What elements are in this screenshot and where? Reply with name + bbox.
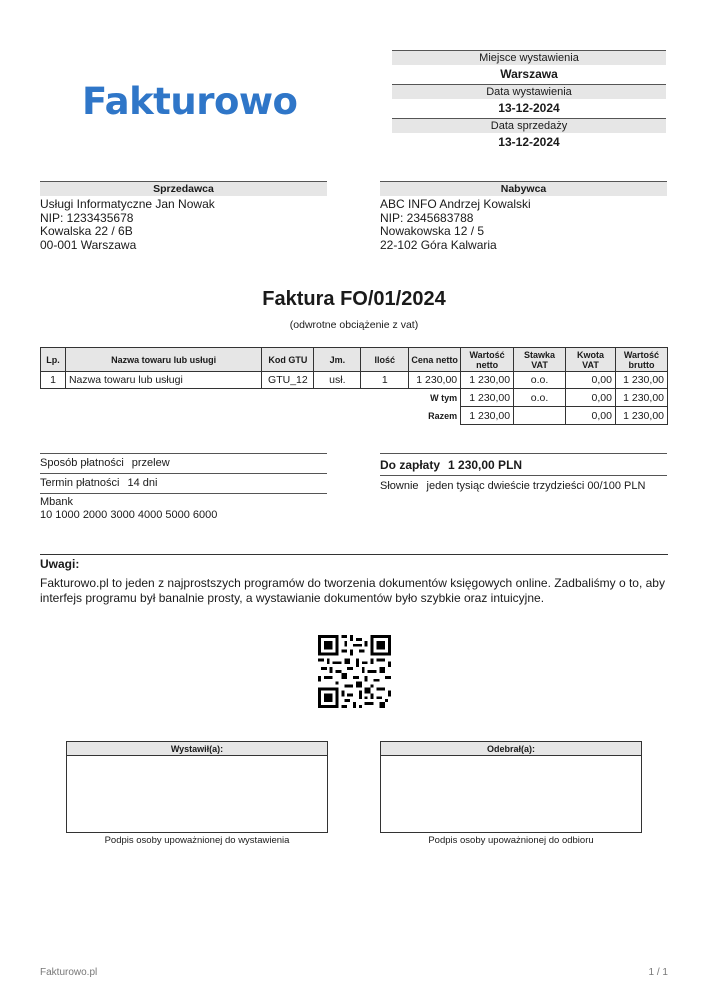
- buyer-city: 22-102 Góra Kalwaria: [380, 238, 497, 253]
- subtotal-vat: 0,00: [566, 389, 616, 407]
- buyer-name: ABC INFO Andrzej Kowalski: [380, 197, 531, 211]
- col-net-value: Wartość netto: [461, 348, 514, 372]
- cell-gross-value: 1 230,00: [615, 372, 667, 389]
- issuer-caption: Podpis osoby upoważnionej do wystawienia: [104, 835, 290, 846]
- notes-text: Fakturowo.pl to jeden z najprostszych programów do tworzenia dokumentów księgowych online. Zadbaliśmy o to, aby interfejs programu był banalnie prosty, a wystawianie dokumentów było szybkie oraz intuicyjne.: [40, 576, 665, 605]
- receiver-signature-box: [380, 756, 642, 833]
- amount-due-value: 1 230,00 PLN: [448, 458, 523, 472]
- table-header-row: [41, 348, 668, 372]
- payment-term-value: 14 dni: [127, 477, 158, 489]
- bank-name: Mbank: [40, 496, 74, 508]
- amount-due-label: Do zapłaty: [380, 458, 441, 472]
- amount-due-row: [380, 453, 667, 475]
- issue-date-value: 13-12-2024: [498, 101, 560, 115]
- seller-name: Usługi Informatyczne Jan Nowak: [40, 197, 215, 211]
- cell-net-price: 1 230,00: [409, 372, 461, 389]
- qr-code-icon: [318, 635, 391, 708]
- cell-net-value: 1 230,00: [461, 372, 514, 389]
- page-number: 1 / 1: [648, 967, 668, 978]
- bank-account: 10 1000 2000 3000 4000 5000 6000: [40, 509, 218, 521]
- cell-lp: 1: [41, 372, 66, 389]
- col-vat-amount: Kwota VAT: [566, 348, 616, 372]
- notes-divider: [40, 554, 668, 555]
- seller-street: Kowalska 22 / 6B: [40, 224, 133, 239]
- invoice-title: Faktura FO/01/2024: [262, 288, 446, 310]
- payment-details: [40, 453, 327, 522]
- col-gtu: Kod GTU: [262, 348, 314, 372]
- place-value: Warszawa: [500, 67, 558, 81]
- total-gross: 1 230,00: [615, 407, 667, 425]
- seller-nip: NIP: 1233435678: [40, 210, 134, 225]
- amount-words-label: Słownie: [380, 480, 419, 492]
- invoice-meta: [392, 50, 666, 152]
- cell-vat-rate: o.o.: [514, 372, 566, 389]
- footer-site: Fakturowo.pl: [40, 967, 98, 978]
- total-row: [41, 407, 668, 425]
- cell-name: Nazwa towaru lub usługi: [65, 372, 261, 389]
- receiver-caption: Podpis osoby upoważnionej do odbioru: [428, 835, 594, 846]
- buyer-street: Nowakowska 12 / 5: [380, 224, 485, 239]
- col-qty: Ilość: [361, 348, 409, 372]
- total-net: 1 230,00: [461, 407, 514, 425]
- cell-unit: usł.: [314, 372, 361, 389]
- sale-date-label: Data sprzedaży: [392, 118, 666, 133]
- col-unit: Jm.: [314, 348, 361, 372]
- sale-date-value: 13-12-2024: [498, 135, 560, 149]
- cell-vat-amount: 0,00: [566, 372, 616, 389]
- issuer-signature-box: [66, 756, 328, 833]
- total-label: Razem: [428, 410, 458, 421]
- company-logo: Fakturowo: [82, 80, 298, 123]
- amount-due-block: [380, 453, 667, 495]
- seller-city: 00-001 Warszawa: [40, 238, 137, 253]
- receiver-signature-block: [380, 741, 642, 846]
- col-vat-rate: Stawka VAT: [514, 348, 566, 372]
- amount-words-value: jeden tysiąc dwieście trzydzieści 00/100 PLN: [426, 480, 646, 492]
- table-row: [41, 372, 668, 389]
- issuer-signature-block: [66, 741, 328, 846]
- payment-term-row: [40, 473, 327, 493]
- col-gross-value: Wartość brutto: [615, 348, 667, 372]
- bank-details: [40, 493, 327, 522]
- payment-method-value: przelew: [131, 457, 170, 469]
- place-label: Miejsce wystawienia: [392, 50, 666, 65]
- total-vat: 0,00: [566, 407, 616, 425]
- items-table: [40, 347, 668, 425]
- payment-term-label: Termin płatności: [40, 477, 120, 489]
- subtotal-gross: 1 230,00: [615, 389, 667, 407]
- subtotal-net: 1 230,00: [461, 389, 514, 407]
- col-net-price: Cena netto: [409, 348, 461, 372]
- invoice-subtitle: (odwrotne obciążenie z vat): [289, 319, 419, 331]
- col-name: Nazwa towaru lub usługi: [65, 348, 261, 372]
- payment-method-row: [40, 453, 327, 473]
- total-rate: [514, 407, 566, 425]
- buyer-header: Nabywca: [380, 181, 667, 196]
- receiver-header: Odebrał(a):: [380, 741, 642, 756]
- seller-block: [40, 181, 327, 253]
- subtotal-rate: o.o.: [514, 389, 566, 407]
- amount-words-row: [380, 475, 667, 495]
- subtotal-label: W tym: [430, 392, 458, 403]
- payment-method-label: Sposób płatności: [40, 457, 124, 469]
- subtotal-row: [41, 389, 668, 407]
- notes-title: Uwagi:: [40, 557, 80, 571]
- cell-qty: 1: [361, 372, 409, 389]
- cell-gtu: GTU_12: [262, 372, 314, 389]
- seller-header: Sprzedawca: [40, 181, 327, 196]
- col-lp: Lp.: [41, 348, 66, 372]
- buyer-nip: NIP: 2345683788: [380, 210, 474, 225]
- issue-date-label: Data wystawienia: [392, 84, 666, 99]
- issuer-header: Wystawił(a):: [66, 741, 328, 756]
- buyer-block: [380, 181, 667, 253]
